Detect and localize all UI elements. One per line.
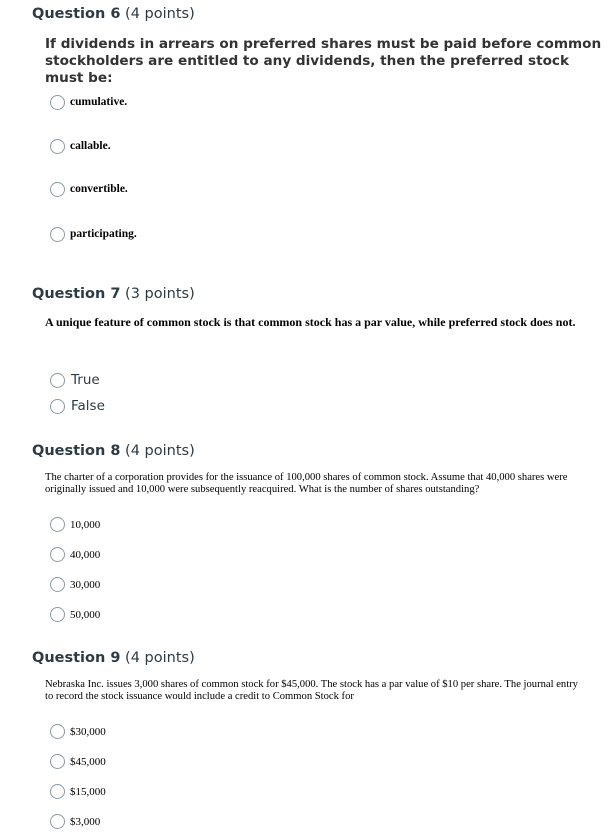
radio-button[interactable] — [50, 227, 65, 242]
question-9-stem: Nebraska Inc. issues 3,000 shares of common stock for $45,000. The stock has a par value of $10 per share. The journal entry to record the stock issuance would include a credit to Common Stock for — [45, 679, 578, 702]
radio-button[interactable] — [50, 182, 65, 197]
question-points: (4 points) — [125, 6, 195, 22]
option-label: convertible. — [70, 183, 128, 195]
option-label: $45,000 — [70, 756, 106, 768]
option-label: cumulative. — [70, 96, 128, 108]
radio-button[interactable] — [50, 784, 65, 799]
question-points: (4 points) — [125, 650, 195, 666]
option-label: $3,000 — [70, 816, 101, 828]
question-7-title — [32, 286, 195, 302]
question-number: Question 6 — [32, 6, 121, 22]
question-6-title — [32, 6, 195, 22]
radio-button[interactable] — [50, 547, 65, 562]
radio-button[interactable] — [50, 399, 65, 414]
radio-button[interactable] — [50, 607, 65, 622]
question-number: Question 8 — [32, 443, 121, 459]
question-points: (4 points) — [125, 443, 195, 459]
question-7-stem: A unique feature of common stock is that common stock has a par value, while preferred stock does not. — [45, 315, 576, 329]
radio-button[interactable] — [50, 724, 65, 739]
option-label: $30,000 — [70, 726, 106, 738]
radio-button[interactable] — [50, 517, 65, 532]
radio-button[interactable] — [50, 139, 65, 154]
option-label: 40,000 — [70, 549, 101, 561]
question-8-title — [32, 443, 195, 459]
option-label: $15,000 — [70, 786, 106, 798]
option-label: 50,000 — [70, 609, 101, 621]
question-8-stem: The charter of a corporation provides for the issuance of 100,000 shares of common stock. Assume that 40,000 shares were originally issued and 10,000 were subsequently reacquired. What is the number of shares outstanding? — [45, 472, 568, 495]
option-label: 10,000 — [70, 519, 101, 531]
question-points: (3 points) — [125, 286, 195, 302]
radio-button[interactable] — [50, 754, 65, 769]
option-label: callable. — [70, 140, 111, 152]
option-label: True — [71, 372, 100, 388]
radio-button[interactable] — [50, 814, 65, 829]
radio-button[interactable] — [50, 577, 65, 592]
radio-button[interactable] — [50, 95, 65, 110]
question-9-title — [32, 650, 195, 666]
option-label: 30,000 — [70, 579, 101, 591]
option-label: participating. — [70, 228, 137, 240]
radio-button[interactable] — [50, 373, 65, 388]
question-number: Question 7 — [32, 286, 121, 302]
option-label: False — [71, 398, 105, 414]
question-6-stem: If dividends in arrears on preferred shares must be paid before common stockholders are entitled to any dividends, then the preferred stock must be: — [45, 36, 602, 86]
question-number: Question 9 — [32, 650, 121, 666]
